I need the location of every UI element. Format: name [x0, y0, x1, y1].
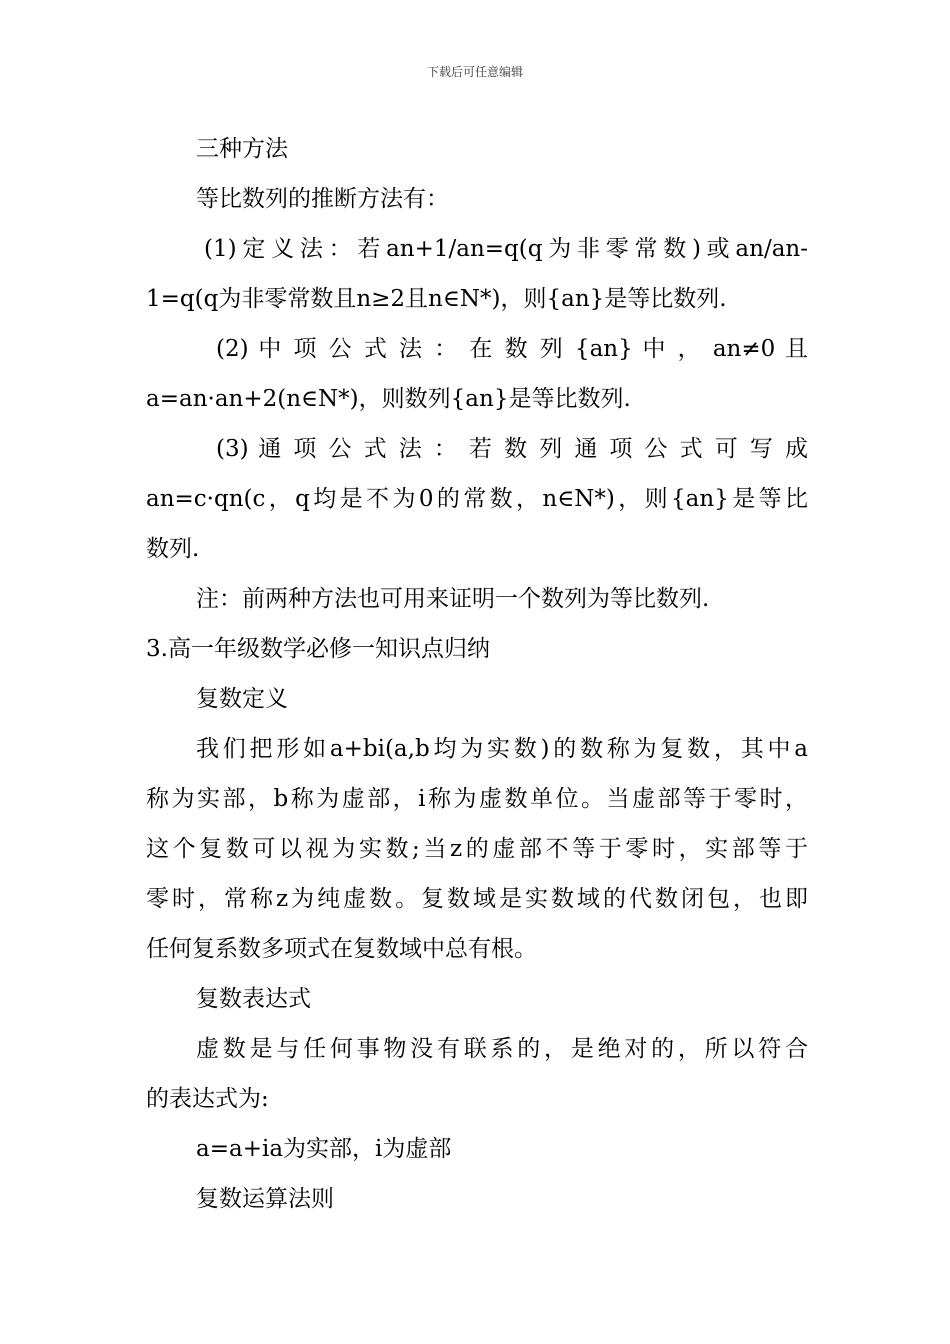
subheading-complex-expression: 复数表达式 — [196, 986, 311, 1012]
text-line-complex-def-4: 零时，常称z为纯虚数。复数域是实数域的代数闭包，也即 — [146, 886, 808, 912]
text-line-intro: 等比数列的推断方法有： — [196, 186, 449, 212]
section-heading-3: 3.高一年级数学必修一知识点归纳 — [146, 636, 490, 662]
text-line-definition-method-cont: 1=q(q为非零常数且n≥2且n∈N*)，则{an}是等比数列. — [146, 286, 727, 312]
text-line-expression-2: 的表达式为: — [146, 1086, 269, 1112]
text-line-complex-def-1: 我们把形如a+bi(a,b均为实数)的数称为复数，其中a — [196, 736, 808, 762]
text-line-middle-term-method: (2) 中 项 公 式 法 ： 在 数 列 {an} 中 ， an≠0 且 — [216, 336, 808, 362]
text-line-general-term-method-end: 数列. — [146, 536, 200, 562]
subheading-complex-definition: 复数定义 — [196, 686, 288, 712]
text-line-middle-term-method-cont: a=an·an+2(n∈N*)，则数列{an}是等比数列. — [146, 386, 631, 412]
text-line-complex-def-5: 任何复系数多项式在复数域中总有根。 — [146, 936, 537, 962]
text-line-note: 注：前两种方法也可用来证明一个数列为等比数列. — [196, 586, 710, 612]
text-line-expression-formula: a=a+ia为实部，i为虚部 — [196, 1136, 452, 1162]
text-line-definition-method: (1)定义法：若an+1/an=q(q为非零常数)或an/an- — [204, 236, 808, 262]
text-line-heading-three-methods: 三种方法 — [196, 136, 288, 162]
page-header: 下载后可任意编辑 — [426, 65, 523, 79]
text-line-complex-def-3: 这个复数可以视为实数;当z的虚部不等于零时，实部等于 — [146, 836, 808, 862]
text-line-expression-1: 虚数是与任何事物没有联系的，是绝对的，所以符合 — [196, 1036, 808, 1062]
subheading-complex-operations: 复数运算法则 — [196, 1186, 334, 1212]
text-line-general-term-method: (3) 通 项 公 式 法 ： 若 数 列 通 项 公 式 可 写 成 — [216, 436, 808, 462]
text-line-general-term-method-cont: an=c·qn(c，q均是不为0的常数，n∈N*)，则{an}是等比 — [146, 486, 808, 512]
text-line-complex-def-2: 称为实部，b称为虚部，i称为虚数单位。当虚部等于零时， — [146, 786, 808, 812]
